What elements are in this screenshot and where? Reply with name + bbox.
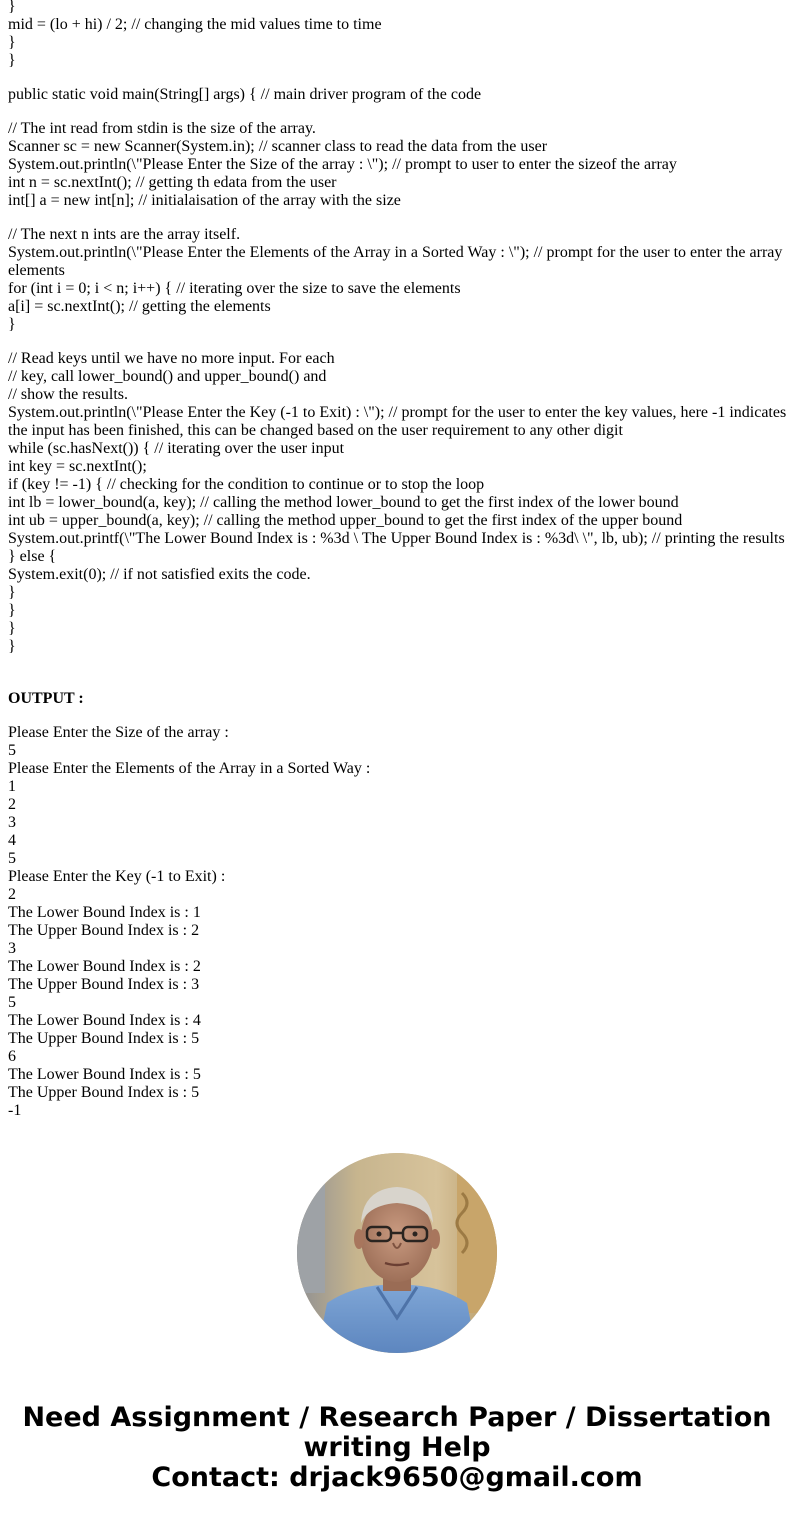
avatar: [297, 1153, 497, 1353]
output-line: -1: [8, 1102, 22, 1119]
output-line: The Lower Bound Index is : 5: [8, 1066, 201, 1083]
banner-contact-line: Contact: drjack9650@gmail.com: [151, 1462, 643, 1493]
output-line: 1: [8, 778, 16, 795]
code-line: System.out.println(\"Please Enter the Elements of the Array in a Sorted Way : \"); // prompt for the user to enter the array elements: [8, 244, 787, 279]
code-line: int key = sc.nextInt();: [8, 458, 147, 475]
output-line: The Upper Bound Index is : 5: [8, 1030, 200, 1047]
spacer: [8, 104, 788, 120]
banner-line: writing Help: [303, 1432, 491, 1463]
code-block-1: [8, 0, 788, 70]
output-line: 5: [8, 742, 16, 759]
output-line: 5: [8, 994, 16, 1011]
output-line: 4: [8, 832, 16, 849]
spacer: [8, 656, 788, 690]
code-line: for (int i = 0; i < n; i++) { // iterating over the size to save the elements: [8, 280, 461, 297]
output-line: 3: [8, 814, 16, 831]
code-line: int n = sc.nextInt(); // getting th edata from the user: [8, 174, 337, 191]
output-line: 6: [8, 1048, 16, 1065]
output-line: Please Enter the Key (-1 to Exit) :: [8, 868, 226, 885]
output-heading: OUTPUT :: [8, 690, 84, 707]
code-block-2: [8, 86, 788, 104]
code-line: Scanner sc = new Scanner(System.in); // scanner class to read the data from the user: [8, 138, 548, 155]
code-block-5: [8, 350, 791, 656]
output-line: The Lower Bound Index is : 4: [8, 1012, 201, 1029]
output-block: [8, 724, 788, 1120]
code-line: // The int read from stdin is the size of the array.: [8, 120, 316, 137]
output-line: 5: [8, 850, 16, 867]
code-line: // key, call lower_bound() and upper_bound() and: [8, 368, 327, 385]
spacer: [8, 334, 788, 350]
document-body: [8, 0, 791, 1120]
code-line: while (sc.hasNext()) { // iterating over the user input: [8, 440, 345, 457]
code-line: int ub = upper_bound(a, key); // calling the method upper_bound to get the first index of the upper bound: [8, 512, 683, 529]
code-line: // Read keys until we have no more input. For each: [8, 350, 335, 367]
code-line: System.out.println(\"Please Enter the Key (-1 to Exit) : \"); // prompt for the user to enter the key values, here -1 indicates the input has been finished, this can be changed based on the user requirement to any other digit: [8, 404, 791, 439]
output-line: The Upper Bound Index is : 3: [8, 976, 200, 993]
code-block-3: [8, 120, 788, 210]
output-line: The Lower Bound Index is : 2: [8, 958, 201, 975]
code-line: // The next n ints are the array itself.: [8, 226, 241, 243]
code-line: System.exit(0); // if not satisfied exits the code.: [8, 566, 311, 583]
code-line: mid = (lo + hi) / 2; // changing the mid values time to time: [8, 16, 382, 33]
code-line: public static void main(String[] args) { // main driver program of the code: [8, 86, 482, 103]
output-line: The Upper Bound Index is : 2: [8, 922, 200, 939]
spacer: [8, 70, 788, 86]
code-line: } else {: [8, 548, 57, 565]
code-line: }: [8, 584, 16, 601]
code-line: }: [8, 316, 16, 333]
output-line: The Upper Bound Index is : 5: [8, 1084, 200, 1101]
code-line: }: [8, 52, 16, 69]
code-line: }: [8, 638, 16, 655]
code-line: a[i] = sc.nextInt(); // getting the elements: [8, 298, 271, 315]
code-line: }: [8, 0, 16, 15]
code-line: int lb = lower_bound(a, key); // calling the method lower_bound to get the first index of the lower bound: [8, 494, 679, 511]
code-line: if (key != -1) { // checking for the condition to continue or to stop the loop: [8, 476, 485, 493]
code-line: // show the results.: [8, 386, 128, 403]
output-line: 2: [8, 886, 16, 903]
output-line: Please Enter the Elements of the Array in a Sorted Way :: [8, 760, 371, 777]
code-line: }: [8, 34, 16, 51]
code-line: System.out.println(\"Please Enter the Size of the array : \"); // prompt to user to enter the sizeof the array: [8, 156, 677, 173]
output-line: Please Enter the Size of the array :: [8, 724, 229, 741]
code-line: }: [8, 602, 16, 619]
output-line: 2: [8, 796, 16, 813]
contact-banner: [0, 1403, 794, 1493]
code-line: }: [8, 620, 16, 637]
output-line: 3: [8, 940, 16, 957]
avatar-portrait-image: [297, 1153, 497, 1353]
code-block-4: [8, 226, 788, 334]
code-line: System.out.printf(\"The Lower Bound Index is : %3d \ The Upper Bound Index is : %3d\ \", lb, ub); // printing the results: [8, 530, 785, 547]
banner-line: Need Assignment / Research Paper / Dissertation: [22, 1402, 772, 1433]
spacer: [8, 708, 788, 724]
output-line: The Lower Bound Index is : 1: [8, 904, 201, 921]
code-line: int[] a = new int[n]; // initialaisation of the array with the size: [8, 192, 401, 209]
spacer: [8, 210, 788, 226]
